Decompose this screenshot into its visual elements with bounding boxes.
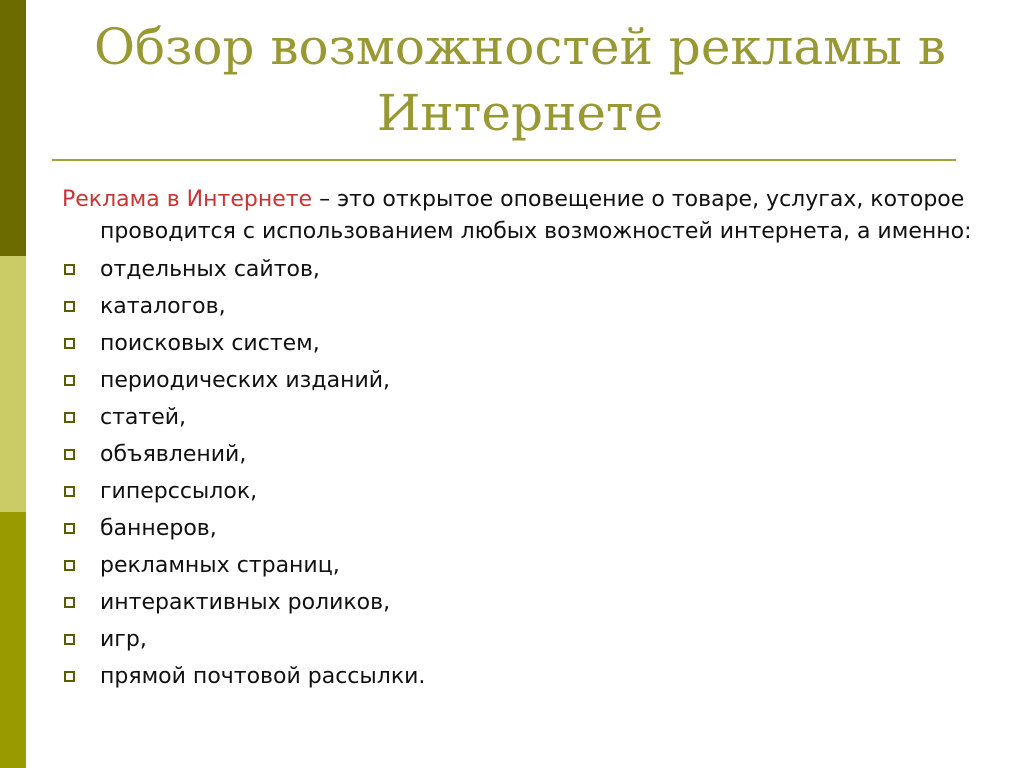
title-divider xyxy=(52,159,956,161)
list-item xyxy=(62,251,1012,288)
list-item xyxy=(62,362,1012,399)
square-bullet-icon xyxy=(64,338,75,349)
slide-title: Обзор возможностей рекламы в Интернете xyxy=(94,18,946,142)
side-bar-bottom xyxy=(0,512,26,768)
list-item-text: статей, xyxy=(100,405,187,430)
square-bullet-icon xyxy=(64,634,75,645)
square-bullet-icon xyxy=(64,412,75,423)
slide-content xyxy=(62,184,1012,695)
square-bullet-icon xyxy=(64,486,75,497)
list-item-text: прямой почтовой рассылки. xyxy=(100,664,426,689)
intro-term: Реклама в Интернете xyxy=(62,187,313,212)
square-bullet-icon xyxy=(64,597,75,608)
list-item-text: каталогов, xyxy=(100,294,226,319)
list-item-text: интерактивных роликов, xyxy=(100,590,391,615)
list-item xyxy=(62,288,1012,325)
list-item-text: гиперссылок, xyxy=(100,479,258,504)
square-bullet-icon xyxy=(64,301,75,312)
side-bar-middle xyxy=(0,256,26,512)
square-bullet-icon xyxy=(64,671,75,682)
list-item xyxy=(62,436,1012,473)
square-bullet-icon xyxy=(64,449,75,460)
square-bullet-icon xyxy=(64,523,75,534)
list-item xyxy=(62,399,1012,436)
side-bar-top xyxy=(0,0,26,256)
list-item xyxy=(62,658,1012,695)
list-item-text: объявлений, xyxy=(100,442,247,467)
list-item-text: периодических изданий, xyxy=(100,368,391,393)
list-item xyxy=(62,547,1012,584)
list-item-text: поисковых систем, xyxy=(100,331,320,356)
list-item-text: рекламных страниц, xyxy=(100,553,340,578)
list-item xyxy=(62,621,1012,658)
list-item xyxy=(62,510,1012,547)
intro-paragraph xyxy=(62,184,1012,248)
list-item-text: отдельных сайтов, xyxy=(100,257,320,282)
bullet-list xyxy=(62,251,1012,695)
list-item-text: игр, xyxy=(100,627,147,652)
intro-text: – это открытое оповещение о товаре, услугах, которое проводится с использованием любых возможностей интернета, а именно: xyxy=(100,187,972,244)
square-bullet-icon xyxy=(64,560,75,571)
list-item xyxy=(62,325,1012,362)
list-item xyxy=(62,584,1012,621)
square-bullet-icon xyxy=(64,264,75,275)
square-bullet-icon xyxy=(64,375,75,386)
list-item xyxy=(62,473,1012,510)
list-item-text: баннеров, xyxy=(100,516,217,541)
